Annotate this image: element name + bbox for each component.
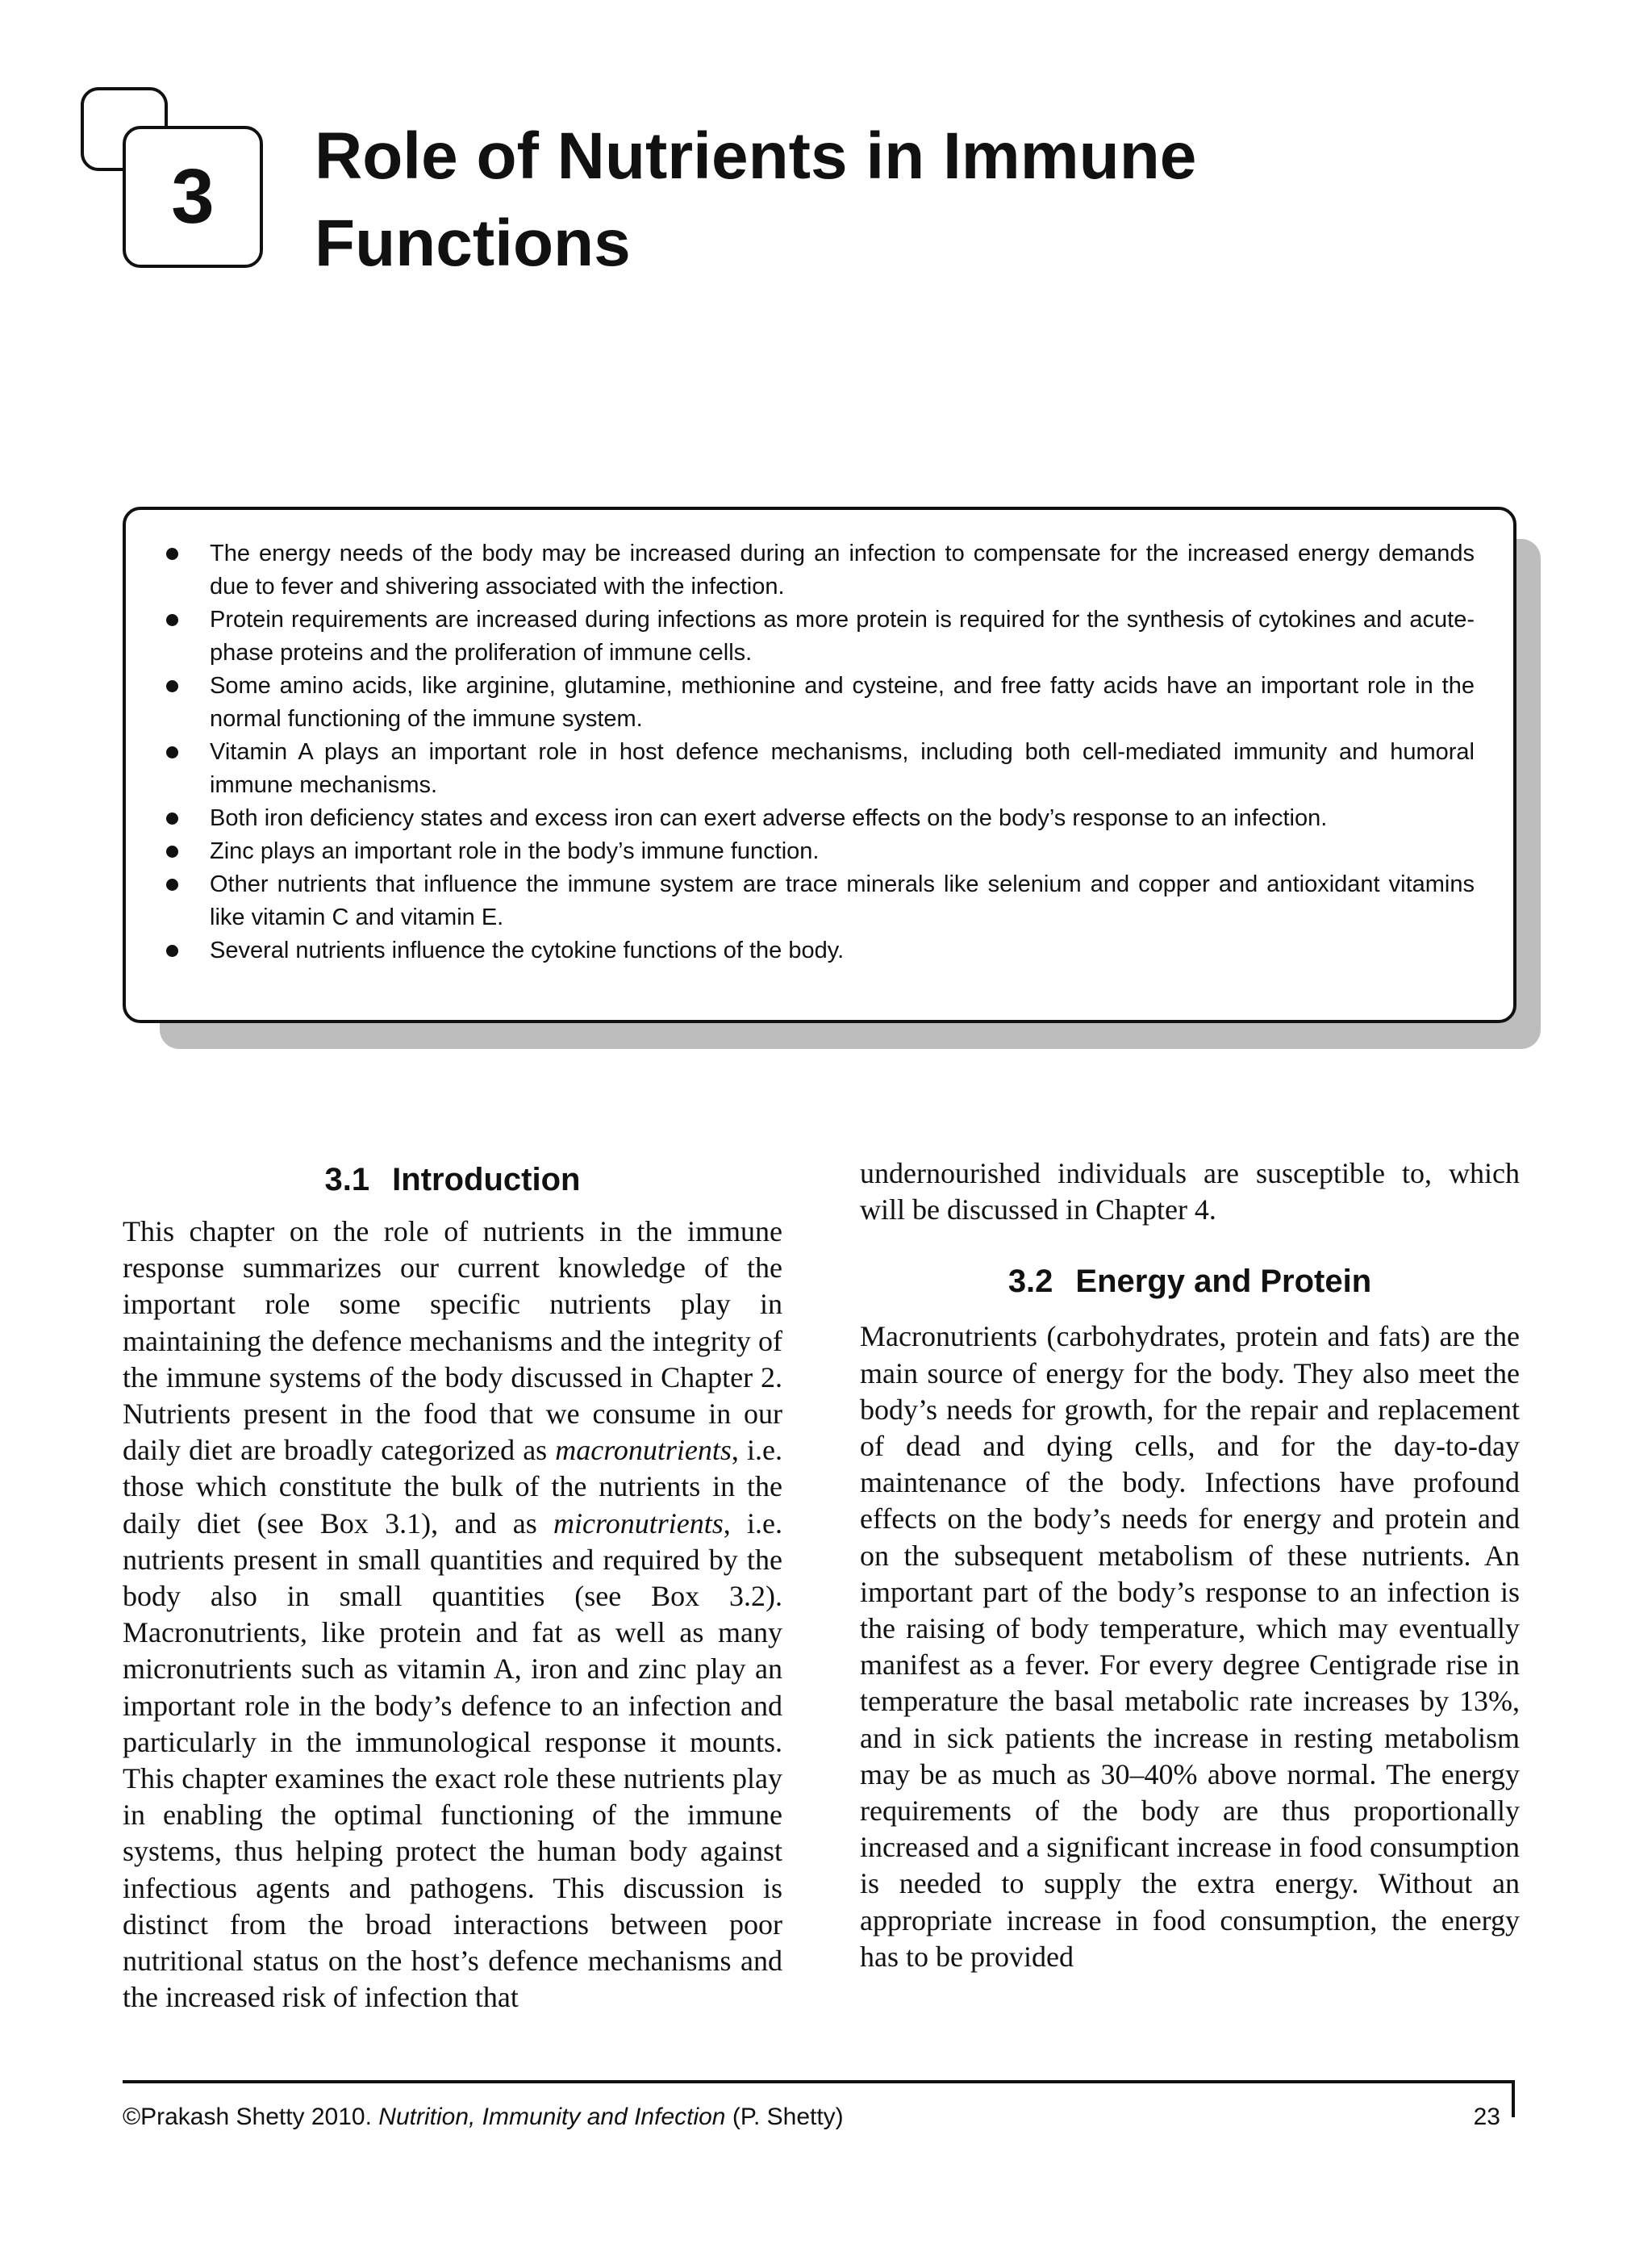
- key-point-text: The energy needs of the body may be increased during an infection to compensate for the increased energy demands due to fever and shivering associated with the infection.: [210, 541, 1475, 600]
- left-column: [123, 1155, 782, 2016]
- section-number: 3.1: [324, 1162, 370, 1197]
- chapter-number-badge: [81, 87, 266, 273]
- bullet-icon: [166, 680, 178, 692]
- key-points-box: [123, 507, 1516, 1023]
- bullet-icon: [166, 746, 178, 758]
- key-point: [165, 537, 1475, 604]
- key-point-text: Several nutrients influence the cytokine functions of the body.: [210, 938, 845, 963]
- key-points-list: [165, 537, 1475, 967]
- section-title: Introduction: [392, 1162, 581, 1197]
- bullet-icon: [166, 879, 178, 891]
- key-point-text: Other nutrients that influence the immune system are trace minerals like selenium and copper and antioxidant vitamins like vitamin C and vitamin E.: [210, 871, 1475, 930]
- section-heading-energy-protein: [860, 1262, 1520, 1301]
- key-point: [165, 934, 1475, 967]
- bullet-icon: [166, 813, 178, 825]
- key-point-text: Zinc plays an important role in the body’s immune function.: [210, 838, 820, 864]
- key-point-text: Some amino acids, like arginine, glutamine, methionine and cysteine, and free fatty acids have an important role in the normal functioning of the immune system.: [210, 673, 1475, 732]
- key-point: [165, 670, 1475, 736]
- introduction-continuation: undernourished individuals are susceptible to, which will be discussed in Chapter 4.: [860, 1157, 1520, 1226]
- section-title: Energy and Protein: [1075, 1264, 1372, 1300]
- bullet-icon: [166, 614, 178, 626]
- footer-rule-tick: [1512, 2080, 1515, 2117]
- key-point: [165, 604, 1475, 670]
- bullet-icon: [166, 548, 178, 560]
- key-point: [165, 868, 1475, 934]
- chapter-title: Role of Nutrients in Immune Functions: [315, 119, 1197, 280]
- section-number: 3.2: [1007, 1264, 1053, 1300]
- chapter-number: 3: [171, 153, 215, 240]
- emphasis-micronutrients: micronutrients: [553, 1506, 724, 1540]
- footer-rule: [123, 2080, 1515, 2083]
- emphasis-macronutrients: macronutrients: [555, 1434, 732, 1467]
- text-run: , i.e. those which constitute the bulk of the nutrients in the daily diet (see Box 3.1), and as: [123, 1434, 782, 1540]
- footer-citation: [123, 2101, 844, 2133]
- key-point-text: Vitamin A plays an important role in host defence mechanisms, including both cell-mediated immunity and humoral immune mechanisms.: [210, 739, 1475, 798]
- key-point-text: Protein requirements are increased during infections as more protein is required for the synthesis of cytokines and acute-phase proteins and the proliferation of immune cells.: [210, 607, 1475, 666]
- bullet-icon: [166, 846, 178, 858]
- badge-front-square: [123, 126, 263, 268]
- text-run: This chapter on the role of nutrients in the immune response summarizes our current knowledge of the important role some specific nutrients play in maintaining the defence mechanisms and the integrity of the immune systems of the body discussed in Chapter 2. Nutrients present in the food that we consume in our daily diet are broadly categorized as: [123, 1215, 782, 1467]
- section-heading-introduction: [123, 1160, 782, 1199]
- text-run: , i.e. nutrients present in small quantities and required by the body also in small quantities (see Box 3.2). Macronutrients, like protein and fat as well as many micronutrients such as vitamin A, iron and zinc play an important role in the body’s defence to an infection and particularly in the immunological response it mounts. This chapter examines the exact role these nutrients play in enabling the optimal functioning of the immune systems, thus helping protect the human body against infectious agents and pathogens. This discussion is distinct from the broad interactions between poor nutritional status on the host’s defence mechanisms and the increased risk of infection that: [123, 1506, 782, 2014]
- key-point-text: Both iron deficiency states and excess iron can exert adverse effects on the body’s response to an infection.: [210, 805, 1328, 831]
- key-point: [165, 835, 1475, 868]
- bullet-icon: [166, 945, 178, 957]
- right-column: [860, 1155, 1520, 1975]
- author-text: (P. Shetty): [725, 2104, 844, 2130]
- book-title: Nutrition, Immunity and Infection: [378, 2104, 726, 2130]
- copyright-text: ©Prakash Shetty 2010.: [123, 2104, 379, 2130]
- key-point: [165, 736, 1475, 802]
- introduction-paragraph: [123, 1214, 782, 2016]
- energy-protein-paragraph: Macronutrients (carbohydrates, protein and fats) are the main source of energy for the body. They also meet the body’s needs for growth, for the repair and replacement of dead and dying cells, and for the day-to-day maintenance of the body. Infections have profound effects on the body’s needs for energy and protein and on the subsequent metabolism of these nutrients. An important part of the body’s response to an infection is the raising of body temperature, which may eventually manifest as a fever. For every degree Centigrade rise in temperature the basal metabolic rate increases by 13%, and in sick patients the increase in resting metabolism may be as much as 30–40% above normal. The energy requirements of the body are thus proportionally increased and a significant increase in food consumption is needed to supply the extra energy. Without an appropriate increase in food consumption, the energy has to be provided: [860, 1320, 1520, 1973]
- key-point: [165, 802, 1475, 835]
- page-number: 23: [1473, 2104, 1500, 2130]
